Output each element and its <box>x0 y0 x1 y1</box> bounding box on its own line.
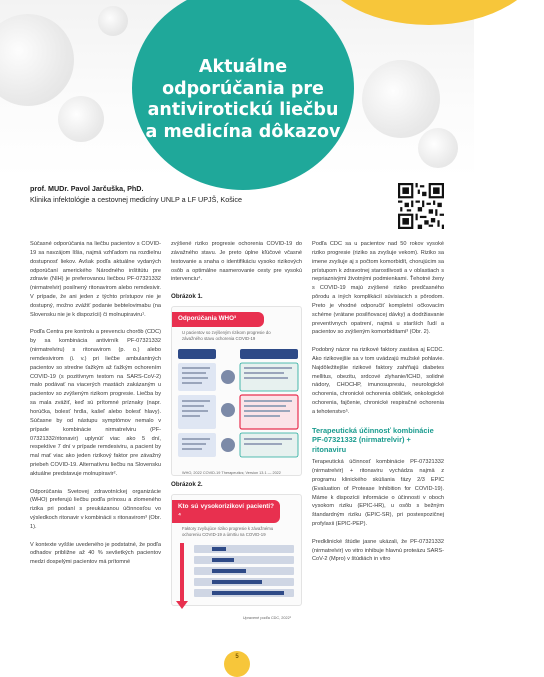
header-artwork <box>0 0 474 178</box>
paragraph: zvýšené riziko progresie ochorenia COVID-19 do závažného stavu. Je preto úplne kľúčové včasné testovanie a snaha o identifikáciu vysoko rizikových osôb a optimálne nasmerovanie cesty pre vysokú intervenciu⁴. <box>171 241 302 283</box>
author-affiliation: Klinika infektológie a cestovnej medicíny UNLP a LF UPJŠ, Košice <box>30 195 242 204</box>
figure-1-subtitle: U pacientov so zvýšeným rizikom progresie do závažného stavu ochorenia COVID-19 <box>182 329 271 341</box>
virus-illustration <box>98 6 128 36</box>
figure-2-risk-chart <box>172 541 303 611</box>
paragraph: Podobný názor na rizikové faktory zastáva aj ECDC. Ako rizikovejšie sa v tom uvádzajú mužské pohlavie. Najdôležitejšie rizikové faktory zahŕňajú diabetes mellitus, obezitu, srdcové zlyhanie/ICHD, solidné nádory, CHOCHP, imunosupresiu, neurologické ochorenia, chronické ochorenia obličiek, onkologické ochorenia, fajčenie, chronické respiračné ochorenia a tehotenstvo⁵. <box>312 347 444 415</box>
text-column-3 <box>312 240 444 573</box>
yellow-arc-decoration <box>314 0 544 25</box>
figure-2-subtitle: Faktory zvyšujúce riziko progresie k závažnému ochoreniu COVID-19 a úmrtiu na COVID-19 <box>182 526 274 538</box>
title-line: Aktuálne <box>198 57 288 77</box>
paragraph: Súčasné odporúčania na liečbu pacientov s COVID-19 sa navzájom líšia, najmä vzhľadom na rozdielnu dostupnosť liekov. Avšak podľa aktuálne vydaných odporúčaní amerického Národného inštitútu pre zdravie (NIH) je preferovanou liečbou PF-07321332 (nirmatrelvir) posilnený ritonavirom alebo remdesivir. V prípade, že ani jeden z týchto prístupov nie je dostupný, možno zvážiť podanie bebtelovimabu (na Slovensku nie je k dispozícii) či molnupiraviru¹. <box>30 241 161 318</box>
paragraph: Podľa CDC sa u pacientov nad 50 rokov vysoké riziko progresie (riziko sa zvyšuje vekom). Riziko sa imene zvyšuje aj s počtom komorbidít, chorujúcim sa prístupom k zdravotnej starostlivosti a v oblastiach s nepriaznivými životnými podmienkami. Ťehotné ženy s COVID-19 majú zvýšené riziko predčasného pôrodu a iných komplikácií súvisiacich s pôrodom. Preto je vhodné odporučiť kompletní očkovacím schéme (vrátane posilňovacej dávky) a dodržiavanie preventívnych opatrení, najmä u starších ľudí a pacientov so zvýšeným komorbiditami³ (Obr. 2). <box>312 241 444 336</box>
article-title <box>132 57 354 143</box>
title-line: a medicína dôkazov <box>145 121 341 142</box>
section-heading: Terapeutická účinnosť kombinácie PF-07321332 (nirmatrelvir) + ritonaviru <box>312 425 434 454</box>
figure-2-title: Kto sú vysokorizikoví pacienti?⁴ <box>172 500 280 524</box>
virus-illustration <box>418 128 458 168</box>
author-name: prof. MUDr. Pavol Jarčuška, PhD. <box>30 184 144 193</box>
paragraph: Odporúčania Svetovej zdravotníckej organizácie (WHO) preferujú liečbu podľa prínosu a zlomeného rizika pri podaní s preukázanou účinnosťou vo výsledkoch ritonavir v kombinácii s ritonavirom³ (Obr. 1). <box>30 488 161 530</box>
figure-2-footnote: Upravené podľa CDC, 2022¹ <box>242 616 291 621</box>
paragraph: Predklinické štúdie jasne ukázali, že PF-07321332 (nirmatrelvir) vo vitro inhibuje hlavnú proteázu SARS-CoV-2 (Mpro) v štúdiách in vitro <box>312 538 444 563</box>
qr-code-icon[interactable] <box>398 183 444 229</box>
title-line: odporúčania pre <box>162 78 324 99</box>
paragraph: Podľa Centra pre kontrolu a prevenciu chorôb (CDC) by sa kombinácia antivirník PF-07321332 (nirmatrelviru) s ritonavirom (p. o.) alebo remdesivirom (i. v.) pri liečbe ambulantných pacientov so stredne ťažkým až ťažkým ochorením COVID-19 (s pozitívnym testom na SARS-CoV-2) malo podávať na viacerých mastách zakázaným u pacientov so zvýšeným rizikom progresie. Liečba by sa mala zvážiť, keď sú prítomné príznaky (napr. horúčka, bolesť hrdla, kašeľ alebo bolesť hlavy). Súčasne by od nástupu symptómov nemalo v prípade kombinácie nirmatrelviru (PF-07321332/ritonavir) uplynúť viac ako 5 dní, respektíve 7 dní v prípade remdesiviru, a pacient by mal mať viac ako jeden rizikový faktor pre závažný priebeh COVID-19. Alternatívnu liečbu na Slovensku aktuálne predstavuje molnupiravir². <box>30 329 161 477</box>
figure-1-title: Odporúčania WHO³ <box>172 312 264 327</box>
figure-2-label: Obrázok 2. <box>171 480 203 488</box>
author-block <box>30 183 360 205</box>
figure-2 <box>171 494 302 621</box>
virus-illustration <box>0 14 74 106</box>
paragraph: V kontexte vyššie uvedeného je podstatné, že podľa odhadov približne až 40 % sevšetkých pacientov medzi dospelými pacientov má prítomné <box>30 541 161 566</box>
figure-1 <box>171 306 302 476</box>
text-column-2 <box>171 240 302 621</box>
virus-illustration <box>362 60 440 138</box>
figure-1-flowchart <box>172 345 303 463</box>
virus-illustration <box>58 96 104 142</box>
text-column-1 <box>30 240 161 576</box>
page-number: 5 <box>235 654 239 660</box>
figure-1-footnote: WHO, 2022 COVID-19 Therapeutics; Version 13.1 — 2022 <box>182 470 281 475</box>
title-line: antivirotickú liečbu <box>147 100 339 120</box>
paragraph: Terapeutická účinnosť kombinácie PF-07321332 (nirmatrelvir) + ritonaviru vychádza najmä z programu klinického skúšania fázy 2/3 EPIC (Evaluation of Protease Inhibition for COVID-19). Máme k dispozícii informácie o účinnosti v oboch vysokom riziku (EPIC-HR), u osôb s bežným štandardným riziku (EPIC-SR), pri postexpozičnej profylaxii (EPIC-PEP). <box>312 459 444 528</box>
figure-1-label: Obrázok 1. <box>171 293 203 301</box>
